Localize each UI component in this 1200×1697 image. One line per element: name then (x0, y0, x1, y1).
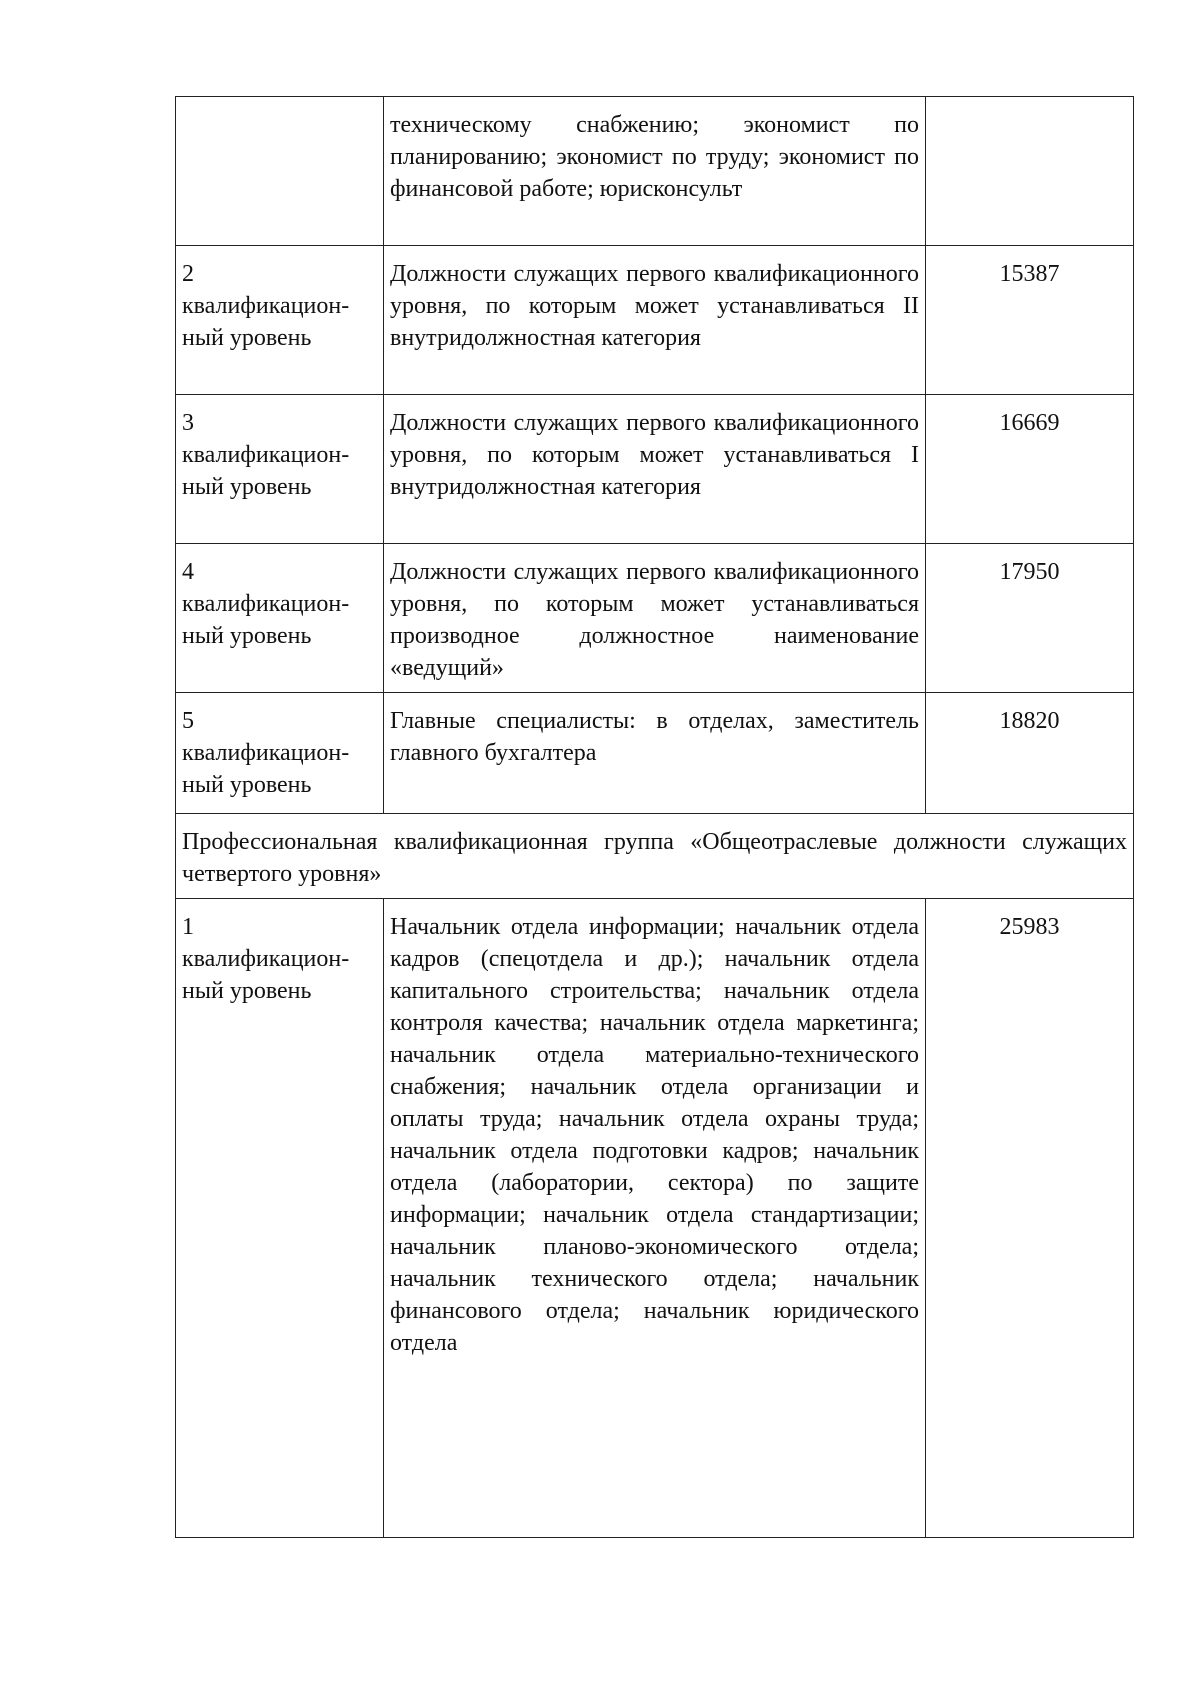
positions-cell: Начальник отдела информации; начальник отдела кадров (спецотдела и др.); начальник отдела капитального строительства; начальник отдела контроля качества; начальник отдела маркетинга; начальник отдела материально-технического снабжения; начальник отдела организации и оплаты труда; начальник отдела охраны труда; начальник отдела подготовки кадров; начальник отдела (лаборатории, сектора) по защите информации; начальник отдела стандартизации; начальник планово-экономического отдела; начальник технического отдела; начальник финансового отдела; начальник юридического отдела (384, 899, 926, 1538)
positions-cell: Главные специалисты: в отделах, заместитель главного бухгалтера (384, 693, 926, 814)
table-row (176, 544, 1134, 693)
salary-cell: 17950 (926, 544, 1134, 693)
table-row (176, 246, 1134, 395)
qualification-level-cell: 1 квалификацион- ный уровень (176, 899, 384, 1538)
qualification-level-cell: 5 квалификацион- ный уровень (176, 693, 384, 814)
positions-cell: Должности служащих первого квалификационного уровня, по которым может устанавливаться производное должностное наименование «ведущий» (384, 544, 926, 693)
salary-cell: 16669 (926, 395, 1134, 544)
professional-group-header: Профессиональная квалификационная группа «Общеотраслевые должности служащих четвертого уровня» (176, 814, 1134, 899)
salary-cell: 15387 (926, 246, 1134, 395)
salary-cell (926, 97, 1134, 246)
qualification-level-cell: 4 квалификацион- ный уровень (176, 544, 384, 693)
table-row (176, 97, 1134, 246)
salary-cell: 25983 (926, 899, 1134, 1538)
table-row (176, 899, 1134, 1538)
table-row (176, 395, 1134, 544)
positions-cell: техническому снабжению; экономист по планированию; экономист по труду; экономист по финансовой работе; юрисконсульт (384, 97, 926, 246)
positions-cell: Должности служащих первого квалификационного уровня, по которым может устанавливаться II внутридолжностная категория (384, 246, 926, 395)
qualification-table (175, 96, 1134, 1538)
qualification-level-cell (176, 97, 384, 246)
positions-cell: Должности служащих первого квалификационного уровня, по которым может устанавливаться I внутридолжностная категория (384, 395, 926, 544)
table-row (176, 693, 1134, 814)
qualification-level-cell: 3 квалификацион- ный уровень (176, 395, 384, 544)
qualification-level-cell: 2 квалификацион- ный уровень (176, 246, 384, 395)
salary-cell: 18820 (926, 693, 1134, 814)
group-header-row (176, 814, 1134, 899)
